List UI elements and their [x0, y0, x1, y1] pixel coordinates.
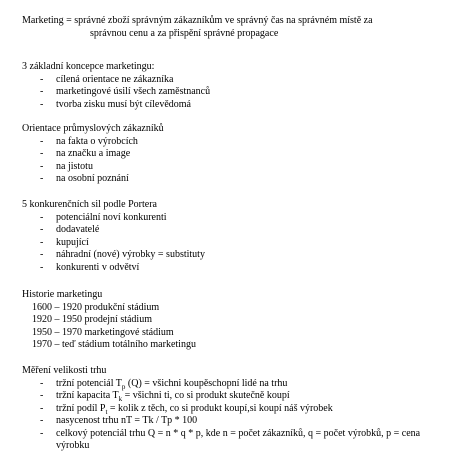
list-item-text: cílená orientace ne zákazníka	[56, 73, 174, 85]
subscript: t	[105, 407, 108, 416]
dash-bullet: -	[40, 249, 44, 260]
dash-bullet: -	[40, 86, 44, 97]
list-item	[22, 136, 452, 149]
list-item	[22, 237, 452, 250]
section-concepts	[22, 61, 452, 111]
section-measurement	[22, 365, 452, 453]
list-item-text: na fakta o výrobcích	[56, 135, 138, 147]
dash-bullet: -	[40, 224, 44, 235]
industrial-list	[22, 136, 452, 186]
list-item-text: = všichni ti, co si produkt skutečně koupí	[122, 390, 290, 401]
dash-bullet: -	[40, 98, 44, 110]
subscript: p	[121, 382, 126, 391]
section-heading: Historie marketingu	[22, 289, 103, 300]
list-item-text: (Q) = všichni koupěschopní lidé na trhu	[125, 377, 288, 389]
section-heading: Měření velikosti trhu	[22, 365, 107, 376]
list-item	[22, 173, 452, 186]
dash-bullet: -	[40, 173, 44, 184]
list-item-text: nasycenost trhu nT = Tk / Tp * 100	[56, 415, 198, 426]
dash-bullet: -	[40, 390, 44, 401]
list-item	[22, 212, 452, 225]
list-item-text: potenciální noví konkurenti	[56, 211, 167, 223]
dash-bullet: -	[40, 261, 44, 273]
dash-bullet: -	[40, 377, 44, 389]
porter-list	[22, 212, 452, 275]
definition-line-2: správnou cenu a za přispění správné propagace	[90, 27, 279, 39]
measurement-list	[22, 378, 452, 453]
list-item	[22, 403, 452, 416]
list-item	[22, 262, 452, 275]
dash-bullet: -	[40, 402, 44, 414]
definition-line-1: Marketing = správné zboží správným zákazníkům ve správný čas na správném místě za	[22, 15, 373, 26]
list-item	[22, 249, 452, 262]
list-item-text: tržní podíl P	[56, 402, 106, 414]
dash-bullet: -	[40, 73, 44, 85]
list-item-text: kupující	[56, 236, 89, 248]
list-item-text: tržní potenciál T	[56, 377, 122, 389]
list-item	[22, 86, 452, 99]
list-item-text: náhradní (nové) výrobky = substituty	[56, 249, 205, 260]
dash-bullet: -	[40, 427, 44, 439]
list-item	[22, 99, 452, 112]
list-item-text: marketingové úsilí všech zaměstnanců	[56, 86, 211, 97]
list-item: 1920 – 1950 prodejní stádium	[32, 314, 152, 325]
list-item	[22, 224, 452, 237]
list-item-text: konkurenti v odvětví	[56, 261, 140, 273]
list-item-text: dodavatelé	[56, 224, 100, 235]
dash-bullet: -	[40, 415, 44, 426]
list-item	[22, 148, 452, 161]
list-item	[22, 428, 446, 453]
concepts-list	[22, 74, 452, 112]
list-item: 1970 – teď stádium totálního marketingu	[32, 339, 196, 350]
dash-bullet: -	[40, 148, 44, 159]
list-item	[22, 161, 452, 174]
list-item	[22, 390, 452, 403]
list-item-text: tržní kapacita T	[56, 390, 119, 401]
dash-bullet: -	[40, 160, 44, 172]
section-heading: 5 konkurenčních sil podle Portera	[22, 199, 157, 210]
section-history	[22, 289, 452, 352]
list-item	[22, 415, 452, 428]
subscript: k	[118, 395, 123, 403]
list-item-text: = kolik z těch, co si produkt koupí,si koupí náš výrobek	[107, 402, 333, 414]
list-item-text: tvorba zisku musí být cílevědomá	[56, 98, 191, 110]
list-item: 1600 – 1920 produkční stádium	[32, 301, 160, 313]
section-porter	[22, 199, 452, 274]
dash-bullet: -	[40, 236, 44, 248]
section-industrial	[22, 123, 452, 186]
section-heading: Orientace průmyslových zákazníků	[22, 123, 164, 134]
dash-bullet: -	[40, 135, 44, 147]
list-item-text: na značku a image	[56, 148, 131, 159]
dash-bullet: -	[40, 211, 44, 223]
list-item	[22, 74, 452, 87]
list-item-text: na osobní poznání	[56, 173, 129, 184]
list-item-text: na jistotu	[56, 160, 93, 172]
section-heading: 3 základní koncepce marketingu:	[22, 61, 155, 72]
marketing-definition	[22, 15, 452, 40]
list-item	[22, 378, 452, 391]
list-item-text: celkový potenciál trhu Q = n * q * p, kde n = počet zákazníků, q = počet výrobků, p = cena výrobku	[56, 427, 421, 451]
list-item: 1950 – 1970 marketingové stádium	[32, 326, 174, 338]
history-list	[22, 302, 452, 352]
